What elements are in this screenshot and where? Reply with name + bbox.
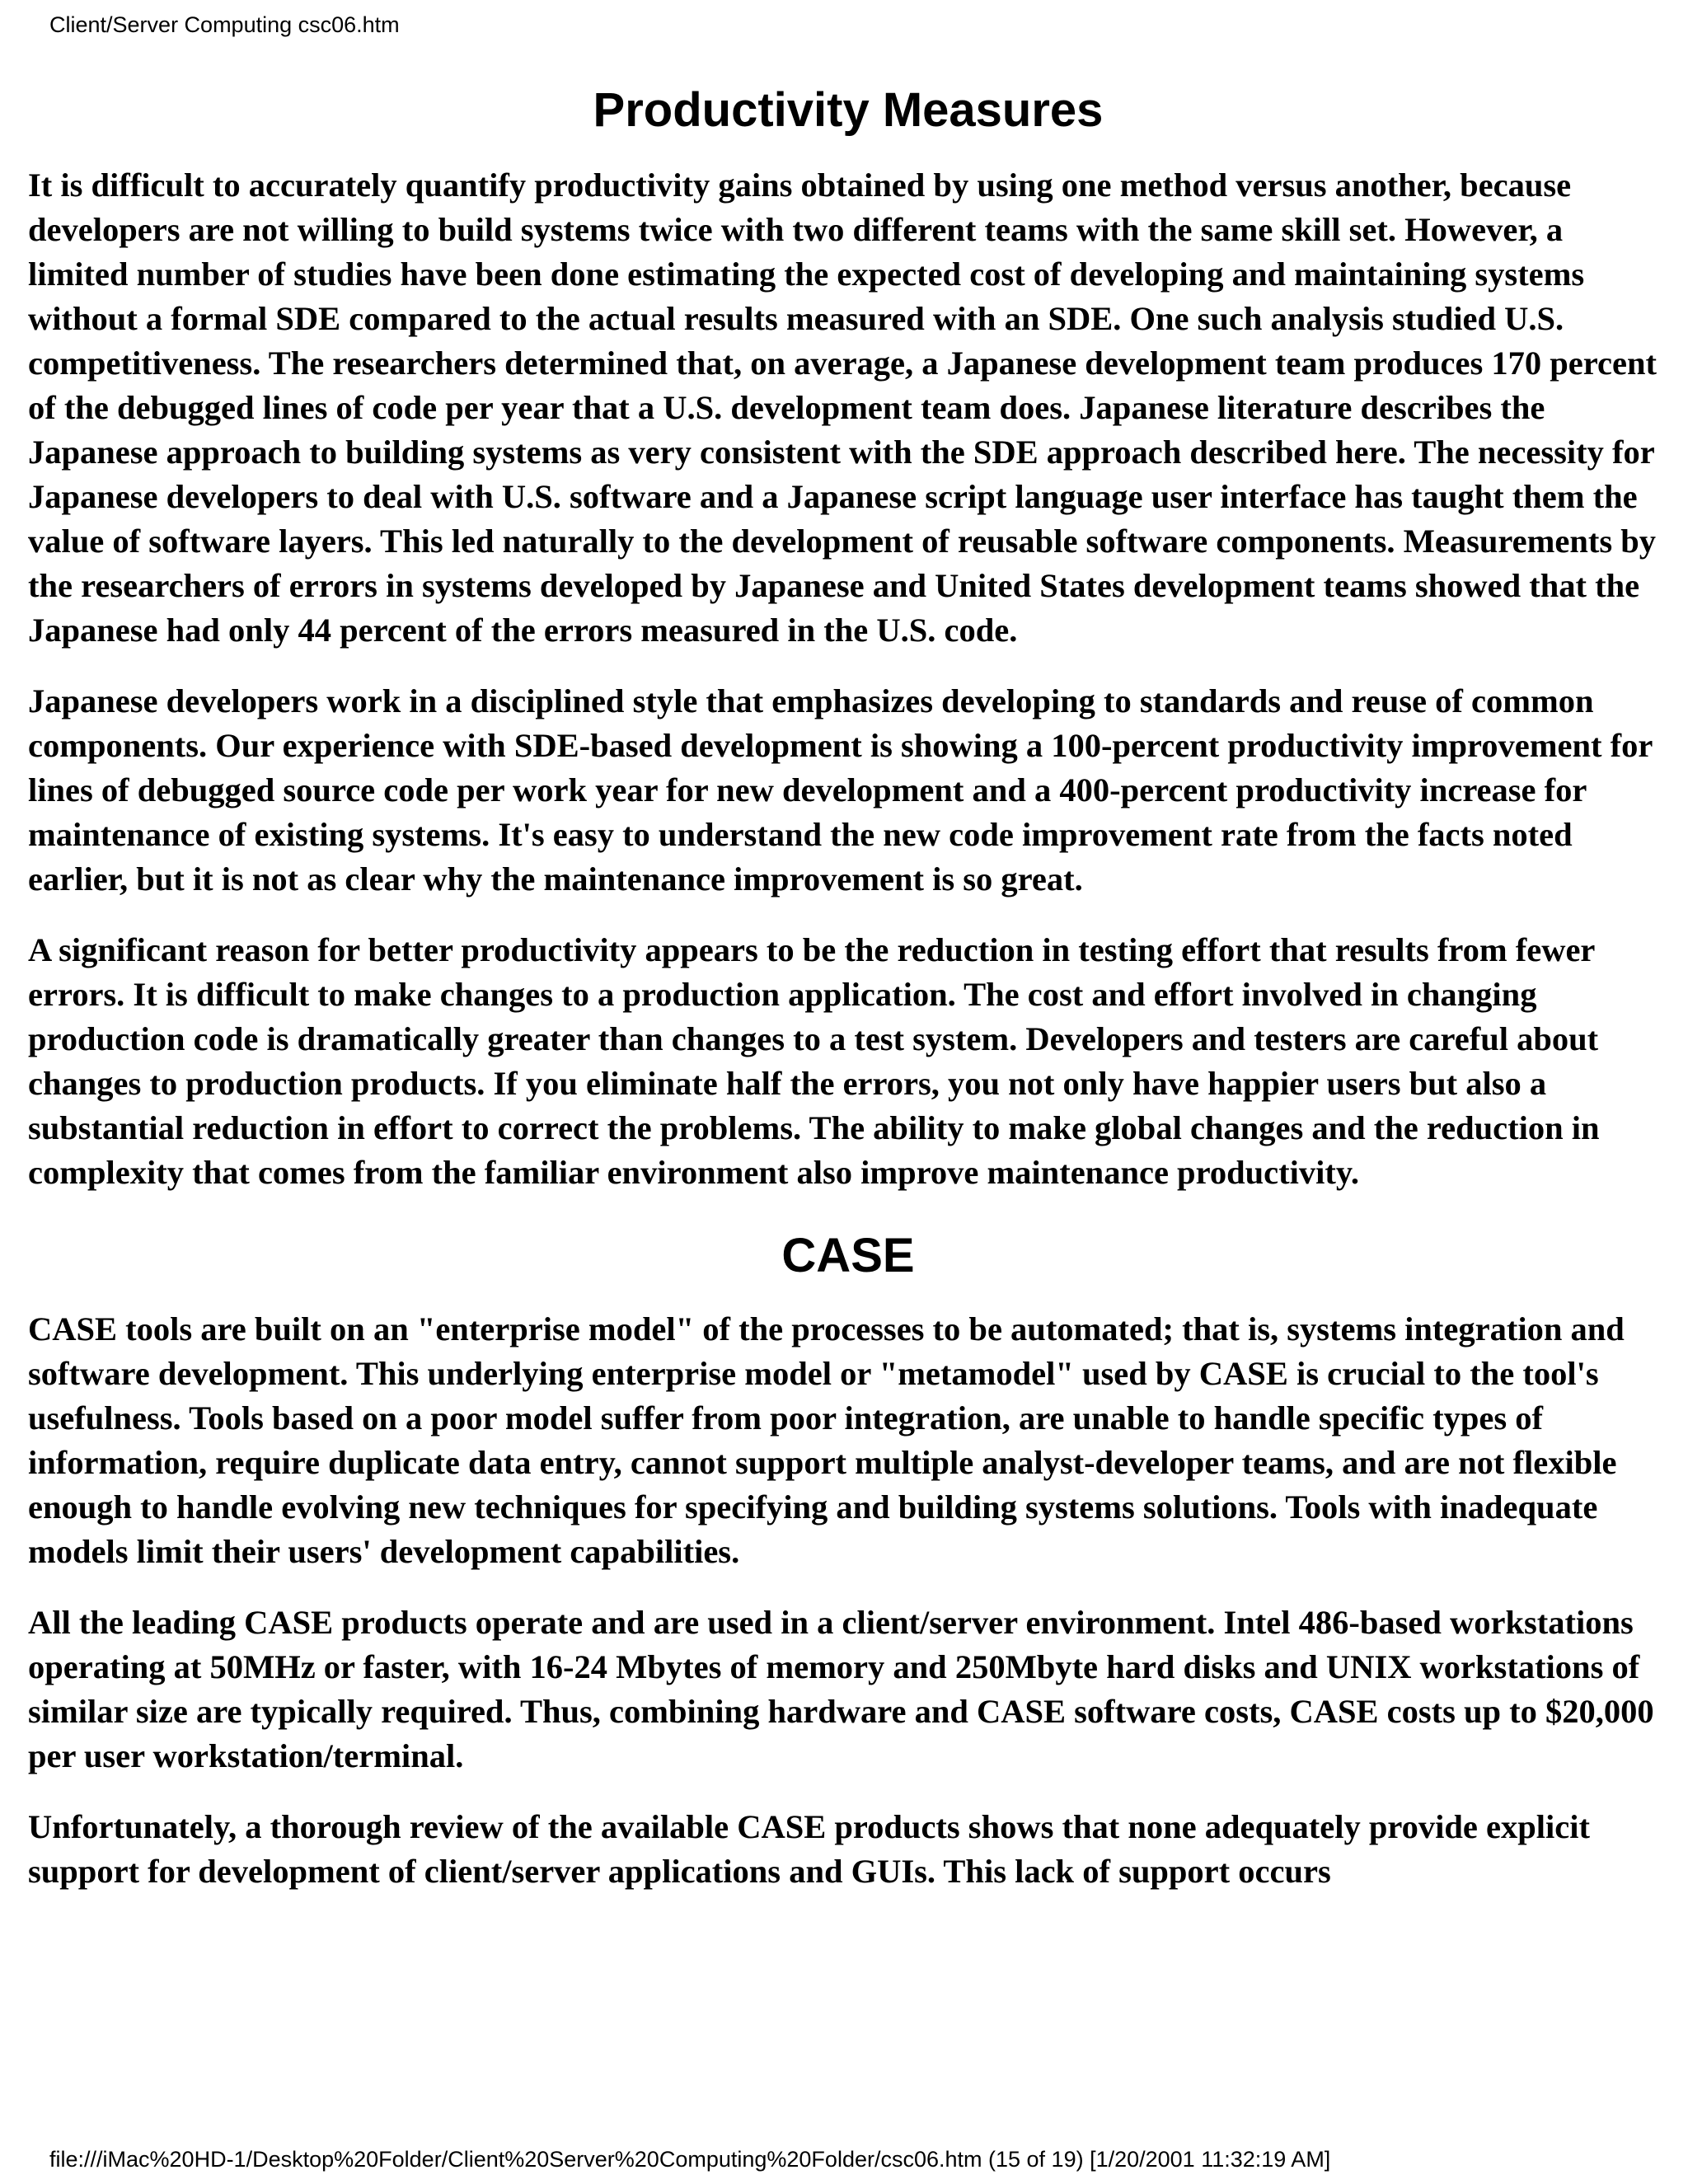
paragraph: A significant reason for better productivity appears to be the reduction in testing effort that results from fewer errors. It is difficult to make changes to a production application. The cost and effort involved in changing production code is dramatically greater than changes to a test system. Developers and testers are careful about changes to production products. If you eliminate half the errors, you not only have happier users but also a substantial reduction in effort to correct the problems. The ability to make global changes and the reduction in complexity that comes from the familiar environment also improve maintenance productivity. bbox=[28, 931, 1600, 1191]
paragraph: CASE tools are built on an "enterprise model" of the processes to be automated; that is, systems integration and software development. This underlying enterprise model or "metamodel" used by CASE is crucial to the tool's usefulness. Tools based on a poor model suffer from poor integration, are unable to handle specific types of information, require duplicate data entry, cannot support multiple analyst-developer teams, and are not flexible enough to handle evolving new techniques for specifying and building systems solutions. Tools with inadequate models limit their users' development capabilities. bbox=[28, 1310, 1625, 1570]
heading-productivity-measures: Productivity Measures bbox=[593, 83, 1104, 137]
document-body bbox=[28, 76, 1668, 1920]
page-footer-url: file:///iMac%20HD-1/Desktop%20Folder/Client%20Server%20Computing%20Folder/csc06.htm (15 of 19) [1/20/2001 11:32:19 AM] bbox=[49, 2147, 1331, 2172]
paragraph: It is difficult to accurately quantify productivity gains obtained by using one method versus another, because developers are not willing to build systems twice with two different teams with the same skill set. However, a limited number of studies have been done estimating the expected cost of developing and maintaining systems without a formal SDE compared to the actual results measured with an SDE. One such analysis studied U.S. competitiveness. The researchers determined that, on average, a Japanese development team produces 170 percent of the debugged lines of code per year that a U.S. development team does. Japanese literature describes the Japanese approach to building systems as very consistent with the SDE approach described here. The necessity for Japanese developers to deal with U.S. software and a Japanese script language user interface has taught them the value of software layers. This led naturally to the development of reusable software components. Measurements by the researchers of errors in systems developed by Japanese and United States development teams showed that the Japanese had only 44 percent of the errors measured in the U.S. code. bbox=[28, 166, 1657, 649]
paragraph: Unfortunately, a thorough review of the available CASE products shows that none adequately provide explicit support for development of client/server applications and GUIs. This lack of support occurs bbox=[28, 1808, 1590, 1890]
paragraph: All the leading CASE products operate and are used in a client/server environment. Intel 486-based workstations operating at 50MHz or faster, with 16-24 Mbytes of memory and 250Mbyte hard disks and UNIX workstations of similar size are typically required. Thus, combining hardware and CASE software costs, CASE costs up to $20,000 per user workstation/terminal. bbox=[28, 1604, 1654, 1774]
heading-case: CASE bbox=[781, 1229, 915, 1282]
paragraph: Japanese developers work in a disciplined style that emphasizes developing to standards and reuse of common components. Our experience with SDE-based development is showing a 100-percent productivity improvement for lines of debugged source code per work year for new development and a 400-percent productivity increase for maintenance of existing systems. It's easy to understand the new code improvement rate from the facts noted earlier, but it is not as clear why the maintenance improvement is so great. bbox=[28, 682, 1653, 898]
page-header: Client/Server Computing csc06.htm bbox=[49, 12, 400, 37]
